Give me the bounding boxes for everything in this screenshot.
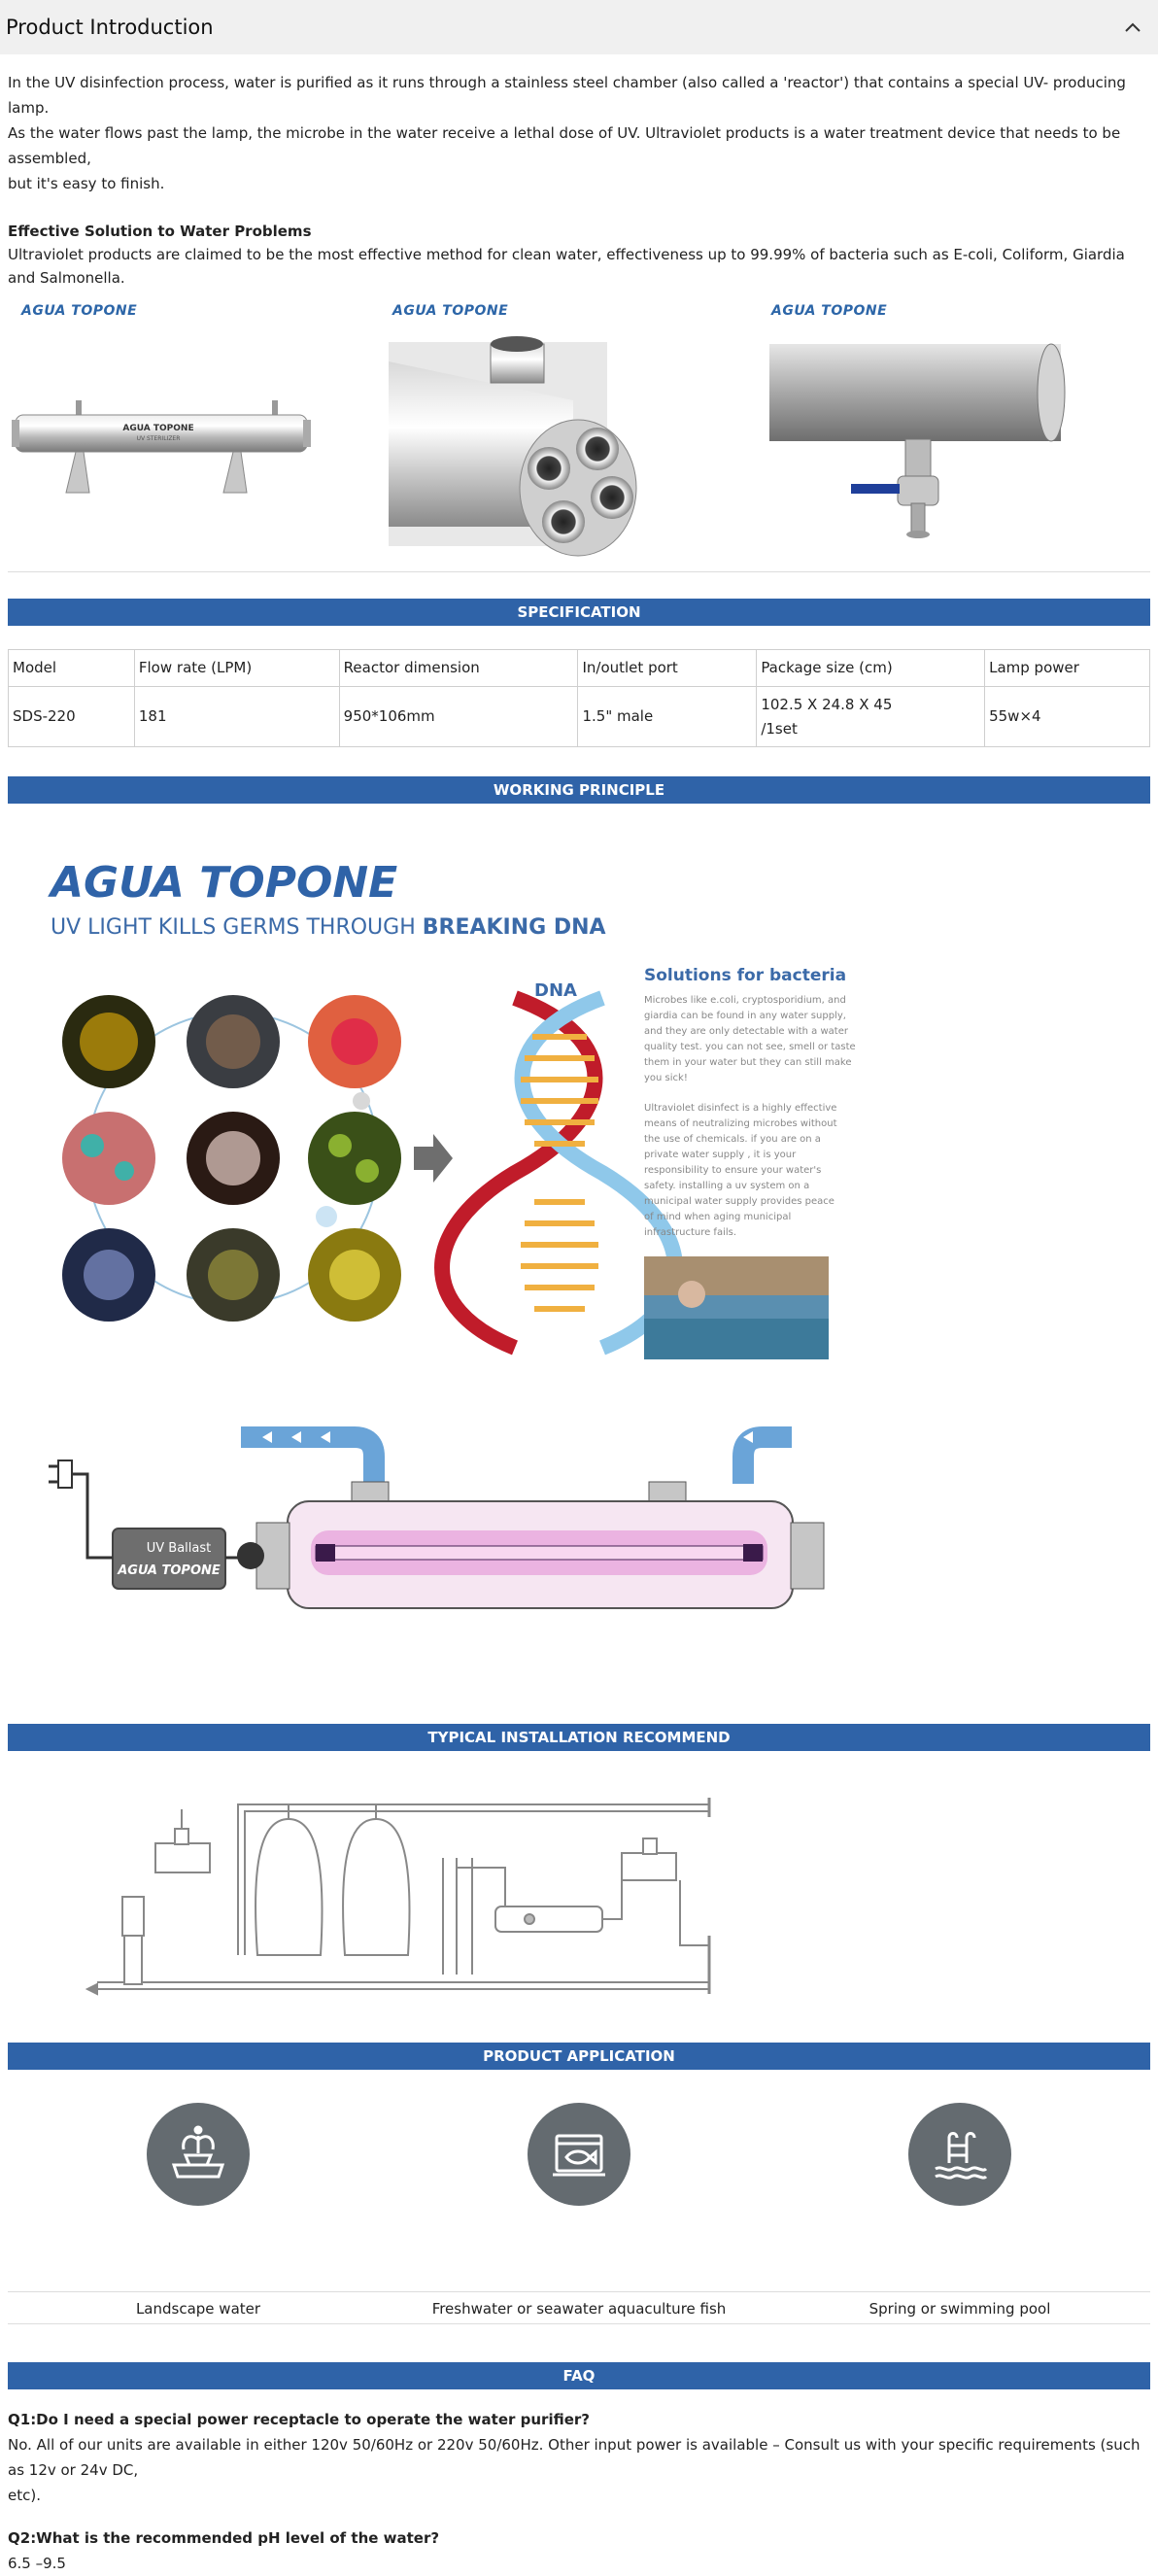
section-bar-installation: TYPICAL INSTALLATION RECOMMEND bbox=[8, 1724, 1150, 1751]
table-header: Flow rate (LPM) bbox=[134, 650, 339, 687]
divider bbox=[8, 571, 1150, 572]
table-row bbox=[9, 687, 1150, 747]
table-cell bbox=[757, 687, 985, 747]
faq-answer: etc). bbox=[8, 2487, 41, 2504]
application-label: Spring or swimming pool bbox=[868, 2300, 1051, 2318]
application-item bbox=[8, 2087, 389, 2291]
product-photo-valve bbox=[769, 303, 1150, 546]
section-bar-specification: SPECIFICATION bbox=[8, 599, 1150, 626]
spec-table bbox=[8, 649, 1150, 747]
product-photo-ports bbox=[389, 303, 769, 546]
brand-logo: AGUA TOPONE bbox=[392, 303, 509, 319]
section-bar-application: PRODUCT APPLICATION bbox=[8, 2043, 1150, 2070]
pool-icon bbox=[908, 2103, 1011, 2206]
brand-logo-large: AGUA TOPONE bbox=[51, 858, 398, 908]
product-sterilizer-label: UV STERILIZER bbox=[136, 435, 181, 442]
intro-text bbox=[0, 54, 1158, 196]
package-note: /1set bbox=[761, 719, 798, 738]
application-icons bbox=[8, 2087, 1150, 2291]
installation-diagram bbox=[0, 1751, 1158, 2043]
fountain-icon bbox=[147, 2103, 250, 2206]
ballast-label: UV Ballast bbox=[146, 1541, 212, 1556]
table-cell: 55w×4 bbox=[985, 687, 1150, 747]
section-bar-faq: FAQ bbox=[8, 2362, 1150, 2389]
dna-label: DNA bbox=[534, 980, 577, 1001]
intro-paragraph: In the UV disinfection process, water is purified as it runs through a stainless steel chamber (also called a 'reactor') that contains a special UV- producing lamp. bbox=[8, 74, 1126, 117]
working-principle-graphic bbox=[0, 804, 1158, 1717]
solutions-line: safety. installing a uv system on a bbox=[644, 1181, 810, 1191]
application-label: Freshwater or seawater aquaculture fish bbox=[431, 2300, 727, 2318]
solutions-line: Microbes like e.coli, cryptosporidium, and bbox=[644, 995, 846, 1006]
solutions-line: and they are only detectable with a water bbox=[644, 1026, 848, 1037]
table-cell: 181 bbox=[134, 687, 339, 747]
table-header: Reactor dimension bbox=[339, 650, 578, 687]
package-size: 102.5 X 24.8 X 45 bbox=[761, 695, 893, 713]
solutions-line: of mind when aging municipal bbox=[644, 1212, 792, 1222]
intro-paragraph: As the water flows past the lamp, the microbe in the water receive a lethal dose of UV. Ultraviolet products is a water treatment device that needs to be assembled, bbox=[8, 124, 1121, 167]
ballast-brand: AGUA TOPONE bbox=[118, 1563, 221, 1578]
solutions-line: you sick! bbox=[644, 1073, 688, 1083]
product-introduction-header[interactable] bbox=[0, 0, 1158, 54]
brand-logo: AGUA TOPONE bbox=[771, 303, 888, 319]
solutions-line: means of neutralizing microbes without bbox=[644, 1118, 837, 1129]
solutions-line: them in your water but they can still make bbox=[644, 1057, 852, 1068]
application-labels bbox=[8, 2291, 1150, 2324]
application-label: Landscape water bbox=[135, 2300, 261, 2318]
table-cell: 950*106mm bbox=[339, 687, 578, 747]
product-brand-label: AGUA TOPONE bbox=[122, 424, 194, 433]
problem-text: Ultraviolet products are claimed to be the most effective method for clean water, effectiveness up to 99.99% of bacteria such as E-coli, Coliform, Giardia and Salmonella. bbox=[8, 246, 1125, 287]
product-photos bbox=[0, 303, 1158, 546]
aquarium-icon bbox=[528, 2103, 630, 2206]
application-item bbox=[389, 2087, 769, 2291]
dna-helix-icon bbox=[442, 998, 675, 1348]
solutions-line: infrastructure fails. bbox=[644, 1227, 737, 1238]
faq-list bbox=[0, 2407, 1158, 2576]
faq-answer: 6.5 –9.5 bbox=[8, 2555, 66, 2572]
solutions-line: Ultraviolet disinfect is a highly effective bbox=[644, 1103, 837, 1114]
faq-question: Q1:Do I need a special power receptacle to operate the water purifier? bbox=[8, 2411, 590, 2428]
solutions-title: Solutions for bacteria bbox=[644, 966, 847, 985]
faq-question: Q2:What is the recommended pH level of the water? bbox=[8, 2529, 440, 2547]
faq-answer: No. All of our units are available in either 120v 50/60Hz or 220v 50/60Hz. Other input power is available – Consult us with your specific requirements (such as 12v or 24v DC, bbox=[8, 2436, 1141, 2479]
dna-headline: UV LIGHT KILLS GERMS THROUGH BREAKING DNA bbox=[51, 915, 606, 940]
chevron-up-icon[interactable] bbox=[1119, 14, 1146, 41]
table-header: Model bbox=[9, 650, 135, 687]
solutions-line: private water supply , it is your bbox=[644, 1150, 797, 1160]
solutions-line: responsibility to ensure your water's bbox=[644, 1165, 822, 1176]
application-item bbox=[769, 2087, 1150, 2291]
problem-title: Effective Solution to Water Problems bbox=[8, 223, 312, 240]
table-header: Lamp power bbox=[985, 650, 1150, 687]
table-cell: SDS-220 bbox=[9, 687, 135, 747]
solutions-line: quality test. you can not see, smell or taste bbox=[644, 1042, 856, 1052]
table-header: Package size (cm) bbox=[757, 650, 985, 687]
table-row bbox=[9, 650, 1150, 687]
product-photo-full bbox=[8, 303, 389, 546]
table-cell: 1.5" male bbox=[578, 687, 757, 747]
solutions-line: giardia can be found in any water supply, bbox=[644, 1011, 846, 1021]
solutions-line: the use of chemicals. if you are on a bbox=[644, 1134, 821, 1145]
brand-logo: AGUA TOPONE bbox=[21, 303, 138, 319]
table-header: In/outlet port bbox=[578, 650, 757, 687]
reactor-diagram bbox=[49, 1431, 824, 1608]
intro-paragraph: but it's easy to finish. bbox=[8, 175, 165, 192]
section-bar-working-principle: WORKING PRINCIPLE bbox=[8, 776, 1150, 804]
solutions-line: municipal water supply provides peace bbox=[644, 1196, 834, 1207]
page-title: Product Introduction bbox=[6, 16, 214, 39]
